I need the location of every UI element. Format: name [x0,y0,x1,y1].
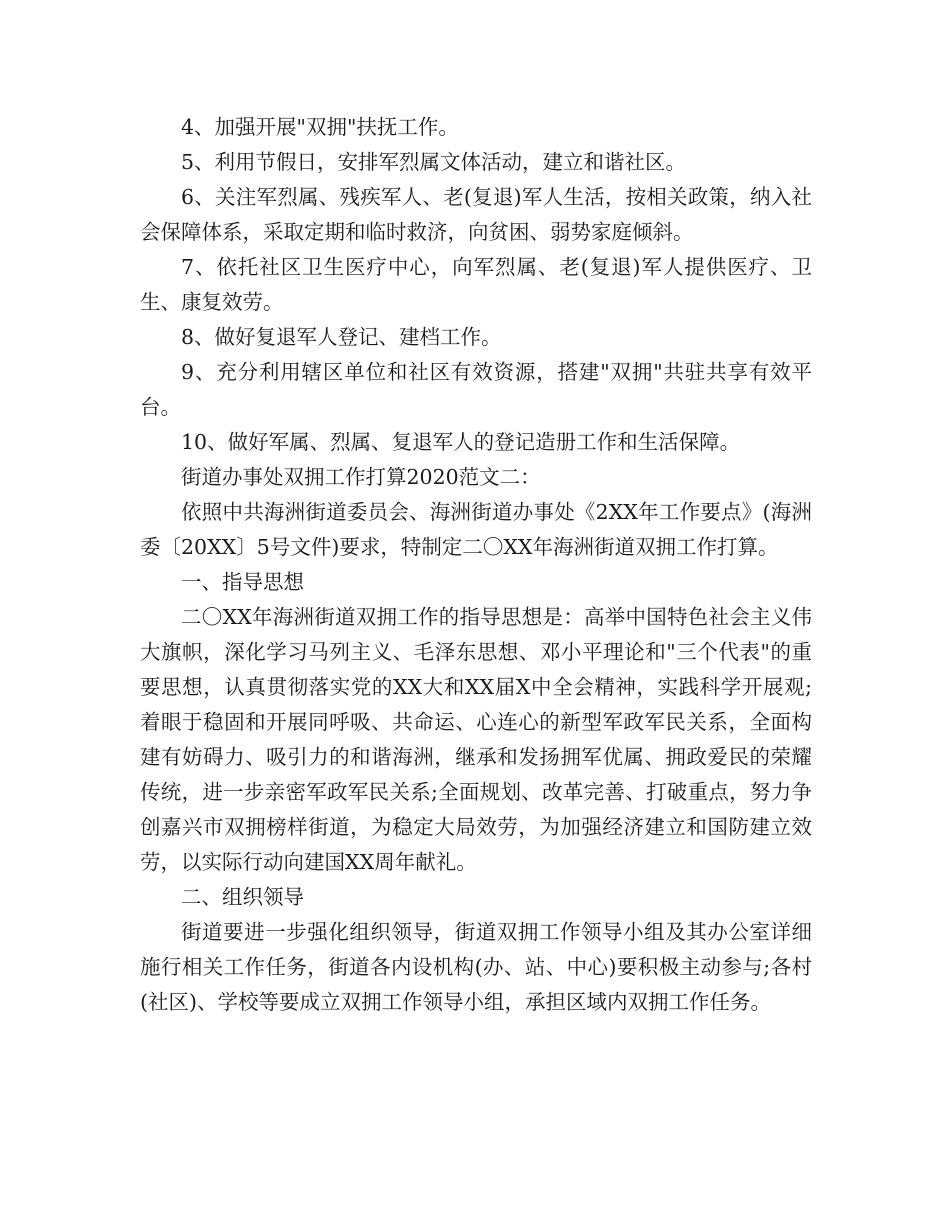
list-item-4: 4、加强开展"双拥"扶抚工作。 [181,115,459,139]
document-page [140,110,812,1020]
organization-paragraph: 街道要进一步强化组织领导，街道双拥工作领导小组及其办公室详细施行相关工作任务，街道各内设机构(办、站、中心)要积极主动参与;各村(社区)、学校等要成立双拥工作领导小组，承担区域内双拥工作任务。 [140,920,812,1014]
list-item-10: 10、做好军属、烈属、复退军人的登记造册工作和生活保障。 [181,430,741,454]
section-heading-2: 二、组织领导 [181,885,304,909]
list-item-8: 8、做好复退军人登记、建档工作。 [181,325,502,349]
list-item-7: 7、依托社区卫生医疗中心，向军烈属、老(复退)军人提供医疗、卫生、康复效劳。 [140,255,812,314]
list-item-6: 6、关注军烈属、残疾军人、老(复退)军人生活，按相关政策，纳入社会保障体系，采取定期和临时救济，向贫困、弱势家庭倾斜。 [140,185,812,244]
section-heading-1: 一、指导思想 [181,570,304,594]
list-item-9: 9、充分利用辖区单位和社区有效资源，搭建"双拥"共驻共享有效平台。 [140,360,812,419]
list-item-5: 5、利用节假日，安排军烈属文体活动，建立和谐社区。 [181,150,687,174]
intro-paragraph: 依照中共海洲街道委员会、海洲街道办事处《2XX年工作要点》(海洲委〔20XX〕5号文件)要求，特制定二〇XX年海洲街道双拥工作打算。 [140,500,812,559]
sample-title: 街道办事处双拥工作打算2020范文二： [181,465,541,489]
guiding-thought-paragraph: 二〇XX年海洲街道双拥工作的指导思想是：高举中国特色社会主义伟大旗帜，深化学习马列主义、毛泽东思想、邓小平理论和"三个代表"的重要思想，认真贯彻落实党的XX大和XX届X中全会精神，实践科学开展观;着眼于稳固和开展同呼吸、共命运、心连心的新型军政军民关系，全面构建有妨碍力、吸引力的和谐海洲，继承和发扬拥军优属、拥政爱民的荣耀传统，进一步亲密军政军民关系;全面规划、改革完善、打破重点，努力争创嘉兴市双拥榜样街道，为稳定大局效劳，为加强经济建立和国防建立效劳，以实际行动向建国XX周年献礼。 [140,605,812,874]
